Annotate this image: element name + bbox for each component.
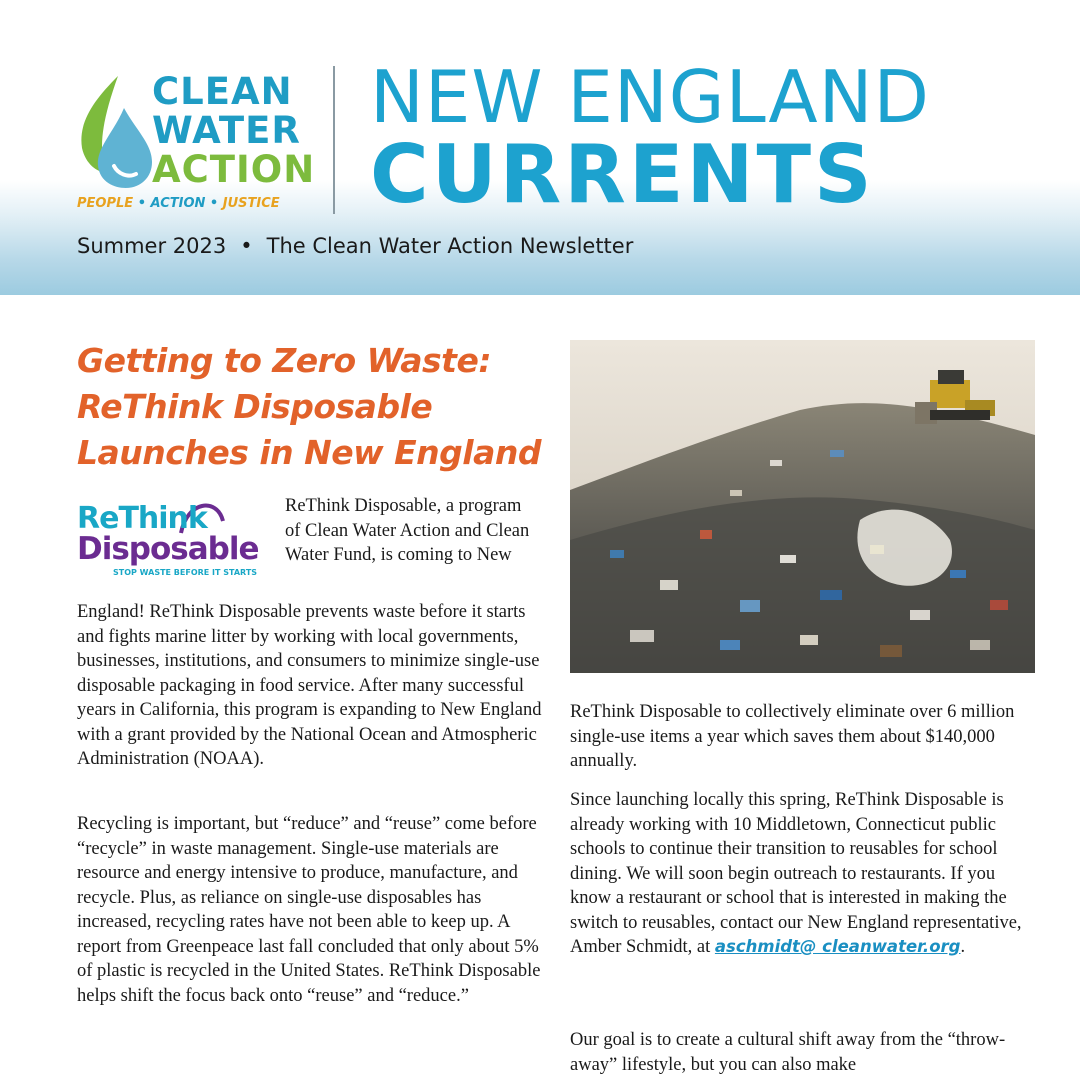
tagline-separator: • [209,196,219,211]
masthead-title-line1: NEW ENGLAND [370,55,930,139]
newsletter-name: The Clean Water Action Newsletter [266,234,634,258]
landfill-photo [570,340,1035,673]
tagline-justice: JUSTICE [222,196,280,211]
tagline-separator: • [137,196,146,211]
issue-line [77,234,633,258]
logo-tagline [77,196,280,211]
right-paragraph-2-text: Since launching locally this spring, ReThink Disposable is already working with 10 Middletown, Connecticut public schools to continue their transition to reusables for school dining. We will soon begin outreach to restaurants. If you know a restaurant or school that is interested in making the switch to reusables, contact our New England representative, Amber Schmidt, at [570,790,1022,957]
article-right-paragraph-3: Our goal is to create a cultural shift away from the “throw-away” lifestyle, but you can also make [570,1030,1006,1075]
contact-email-link[interactable]: aschmidt@ cleanwater.org [714,937,961,956]
right-paragraph-2-end: . [960,937,966,957]
issue-separator: • [240,234,253,258]
masthead-banner [0,0,1080,295]
water-drop-leaf-icon [74,70,154,190]
logo-word-water: WATER [152,109,301,152]
logo-word-clean: CLEAN [152,70,293,113]
article-right-paragraph-2 [570,788,1040,960]
masthead-title-line2: CURRENTS [370,128,875,221]
article-paragraph-2: Recycling is important, but “reduce” and “reuse” come before “recycle” in waste management. Single-use materials are resource and energy intensive to produce, manufacture, and recycle. Plus, as reliance on single-use disposables has increased, recycling rates have not been able to keep up. A report from Greenpeace last fall concluded that only about 5% of plastic is recycled in the United States. ReThink Disposable helps shift the focus back onto “reuse” and “reduce.” [77,814,541,1006]
issue-season: Summer 2023 [77,234,227,258]
article-paragraph-1: England! ReThink Disposable prevents waste before it starts and fights marine litter by working with local governments, businesses, institutions, and consumers to minimize single-use disposable packaging in food service. After many successful years in California, this program is expanding to New England with a grant provided by the National Ocean and Atmospheric Administration (NOAA). [77,602,542,769]
tagline-people: PEOPLE [77,196,134,211]
rethink-logo-line2: Disposable [77,531,259,567]
rethink-disposable-logo [77,495,267,585]
clean-water-action-logo-text [152,72,315,189]
logo-word-action: ACTION [152,148,316,191]
header-divider [333,66,335,214]
article-headline: Getting to Zero Waste: ReThink Disposable Launches in New England [77,341,541,472]
article-right-paragraph-1: ReThink Disposable to collectively eliminate over 6 million single-use items a year which saves them about $140,000 annually. [570,702,1015,771]
rethink-logo-tagline: STOP WASTE BEFORE IT STARTS [113,568,258,577]
tagline-action: ACTION [150,196,206,211]
article-intro: ReThink Disposable, a program of Clean Water Action and Clean Water Fund, is coming to New [285,496,530,565]
rethink-logo-line1: ReThink [77,501,207,536]
